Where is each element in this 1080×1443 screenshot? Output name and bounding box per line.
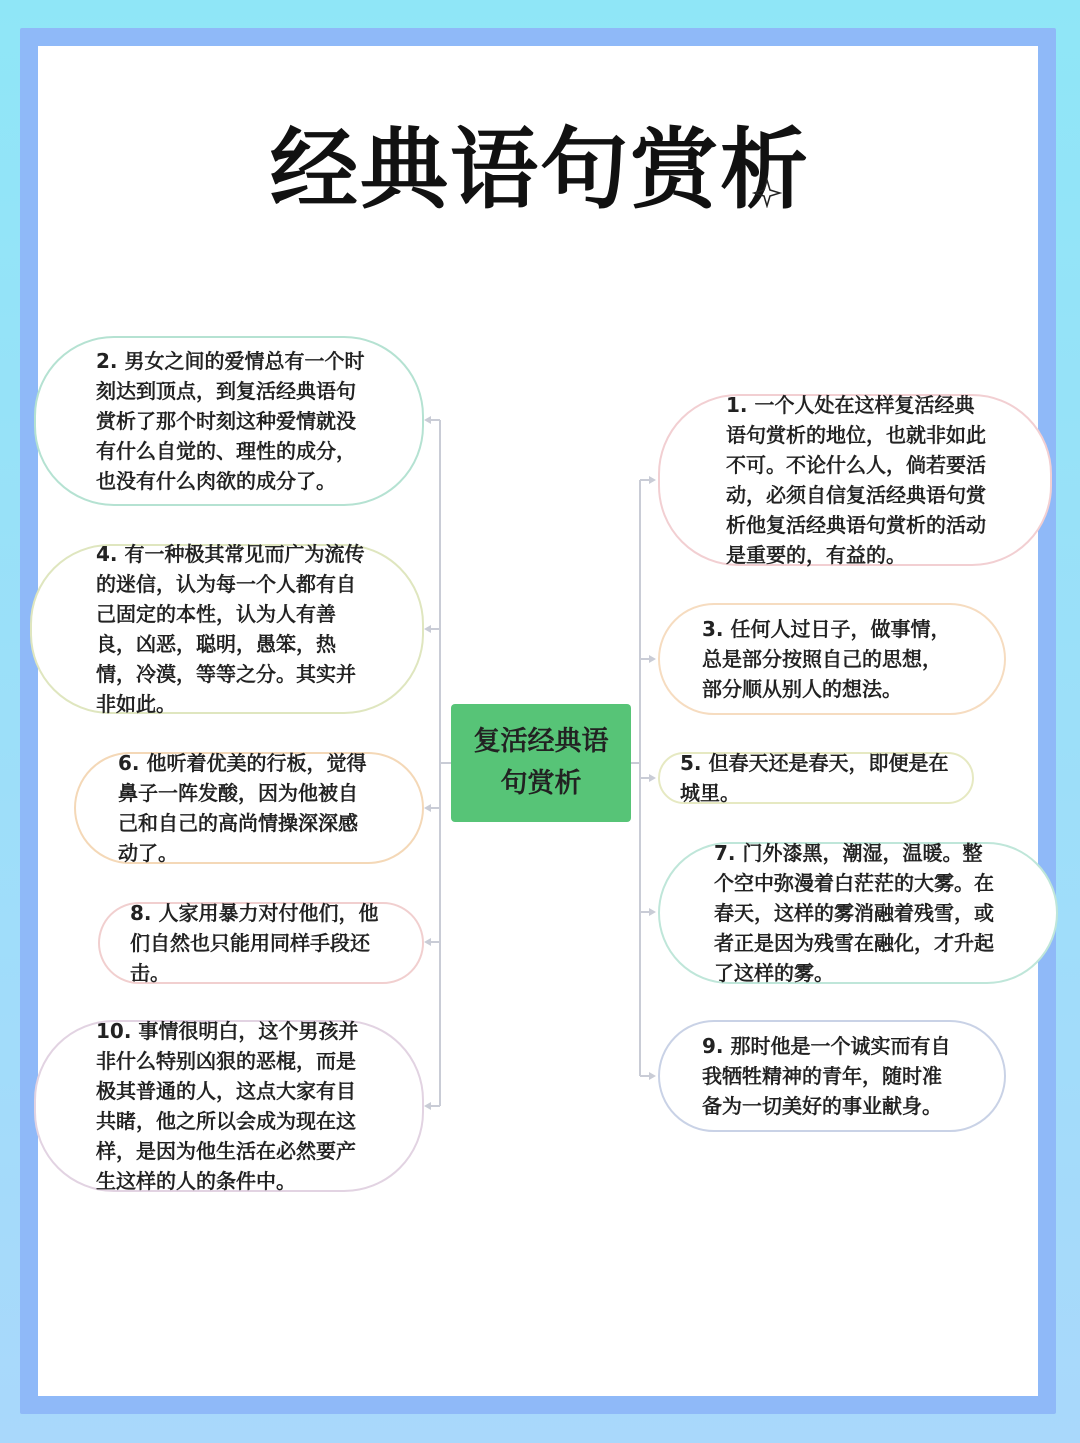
sentence-node-7 [658, 842, 1058, 984]
sentence-text-7: 7. 门外漆黑，潮湿，温暖。整个空中弥漫着白茫茫的大雾。在春天，这样的雾消融着残雪，或者正是因为残雪在融化，才升起了这样的雾。 [714, 841, 994, 985]
sentence-node-9 [658, 1020, 1006, 1132]
sentence-text-8: 8. 人家用暴力对付他们，他们自然也只能用同样手段还击。 [130, 901, 379, 985]
sentence-node-5 [658, 752, 974, 804]
sentence-node-8 [98, 902, 424, 984]
sentence-node-4 [30, 544, 424, 714]
sentence-text-5: 5. 但春天还是春天，即便是在城里。 [680, 751, 949, 805]
sentence-text-10: 10. 事情很明白，这个男孩并非什么特别凶狠的恶棍，而是极其普通的人，这点大家有目共睹，他之所以会成为现在这样，是因为他生活在必然要产生这样的人的条件中。 [96, 1019, 359, 1193]
sentence-node-3 [658, 603, 1006, 715]
sentence-node-1 [658, 394, 1052, 566]
sentence-node-10 [34, 1020, 424, 1192]
sentence-text-1: 1. 一个人处在这样复活经典语句赏析的地位，也就非如此不可。不论什么人，倘若要活动，必须自信复活经典语句赏析他复活经典语句赏析的活动是重要的，有益的。 [726, 393, 986, 567]
sentence-text-6: 6. 他听着优美的行板，觉得鼻子一阵发酸，因为他被自己和自己的高尚情操深深感动了。 [118, 751, 367, 865]
central-topic-node [451, 704, 631, 822]
page-title: 经典语句赏析 [269, 118, 810, 221]
sentence-text-4: 4. 有一种极其常见而广为流传的迷信，认为每一个人都有自己固定的本性，认为人有善良，凶恶，聪明，愚笨，热情，冷漠，等等之分。其实并非如此。 [96, 542, 365, 716]
central-topic-label: 复活经典语句赏析 [473, 726, 609, 799]
sentence-node-2 [34, 336, 424, 506]
sentence-text-2: 2. 男女之间的爱情总有一个时刻达到顶点，到复活经典语句赏析了那个时刻这种爱情就没有什么自觉的、理性的成分，也没有什么肉欲的成分了。 [96, 349, 365, 493]
sentence-text-9: 9. 那时他是一个诚实而有自我牺牲精神的青年，随时准备为一切美好的事业献身。 [702, 1034, 951, 1118]
sentence-text-3: 3. 任何人过日子，做事情，总是部分按照自己的思想，部分顺从别人的想法。 [702, 617, 951, 701]
sentence-node-6 [74, 752, 424, 864]
